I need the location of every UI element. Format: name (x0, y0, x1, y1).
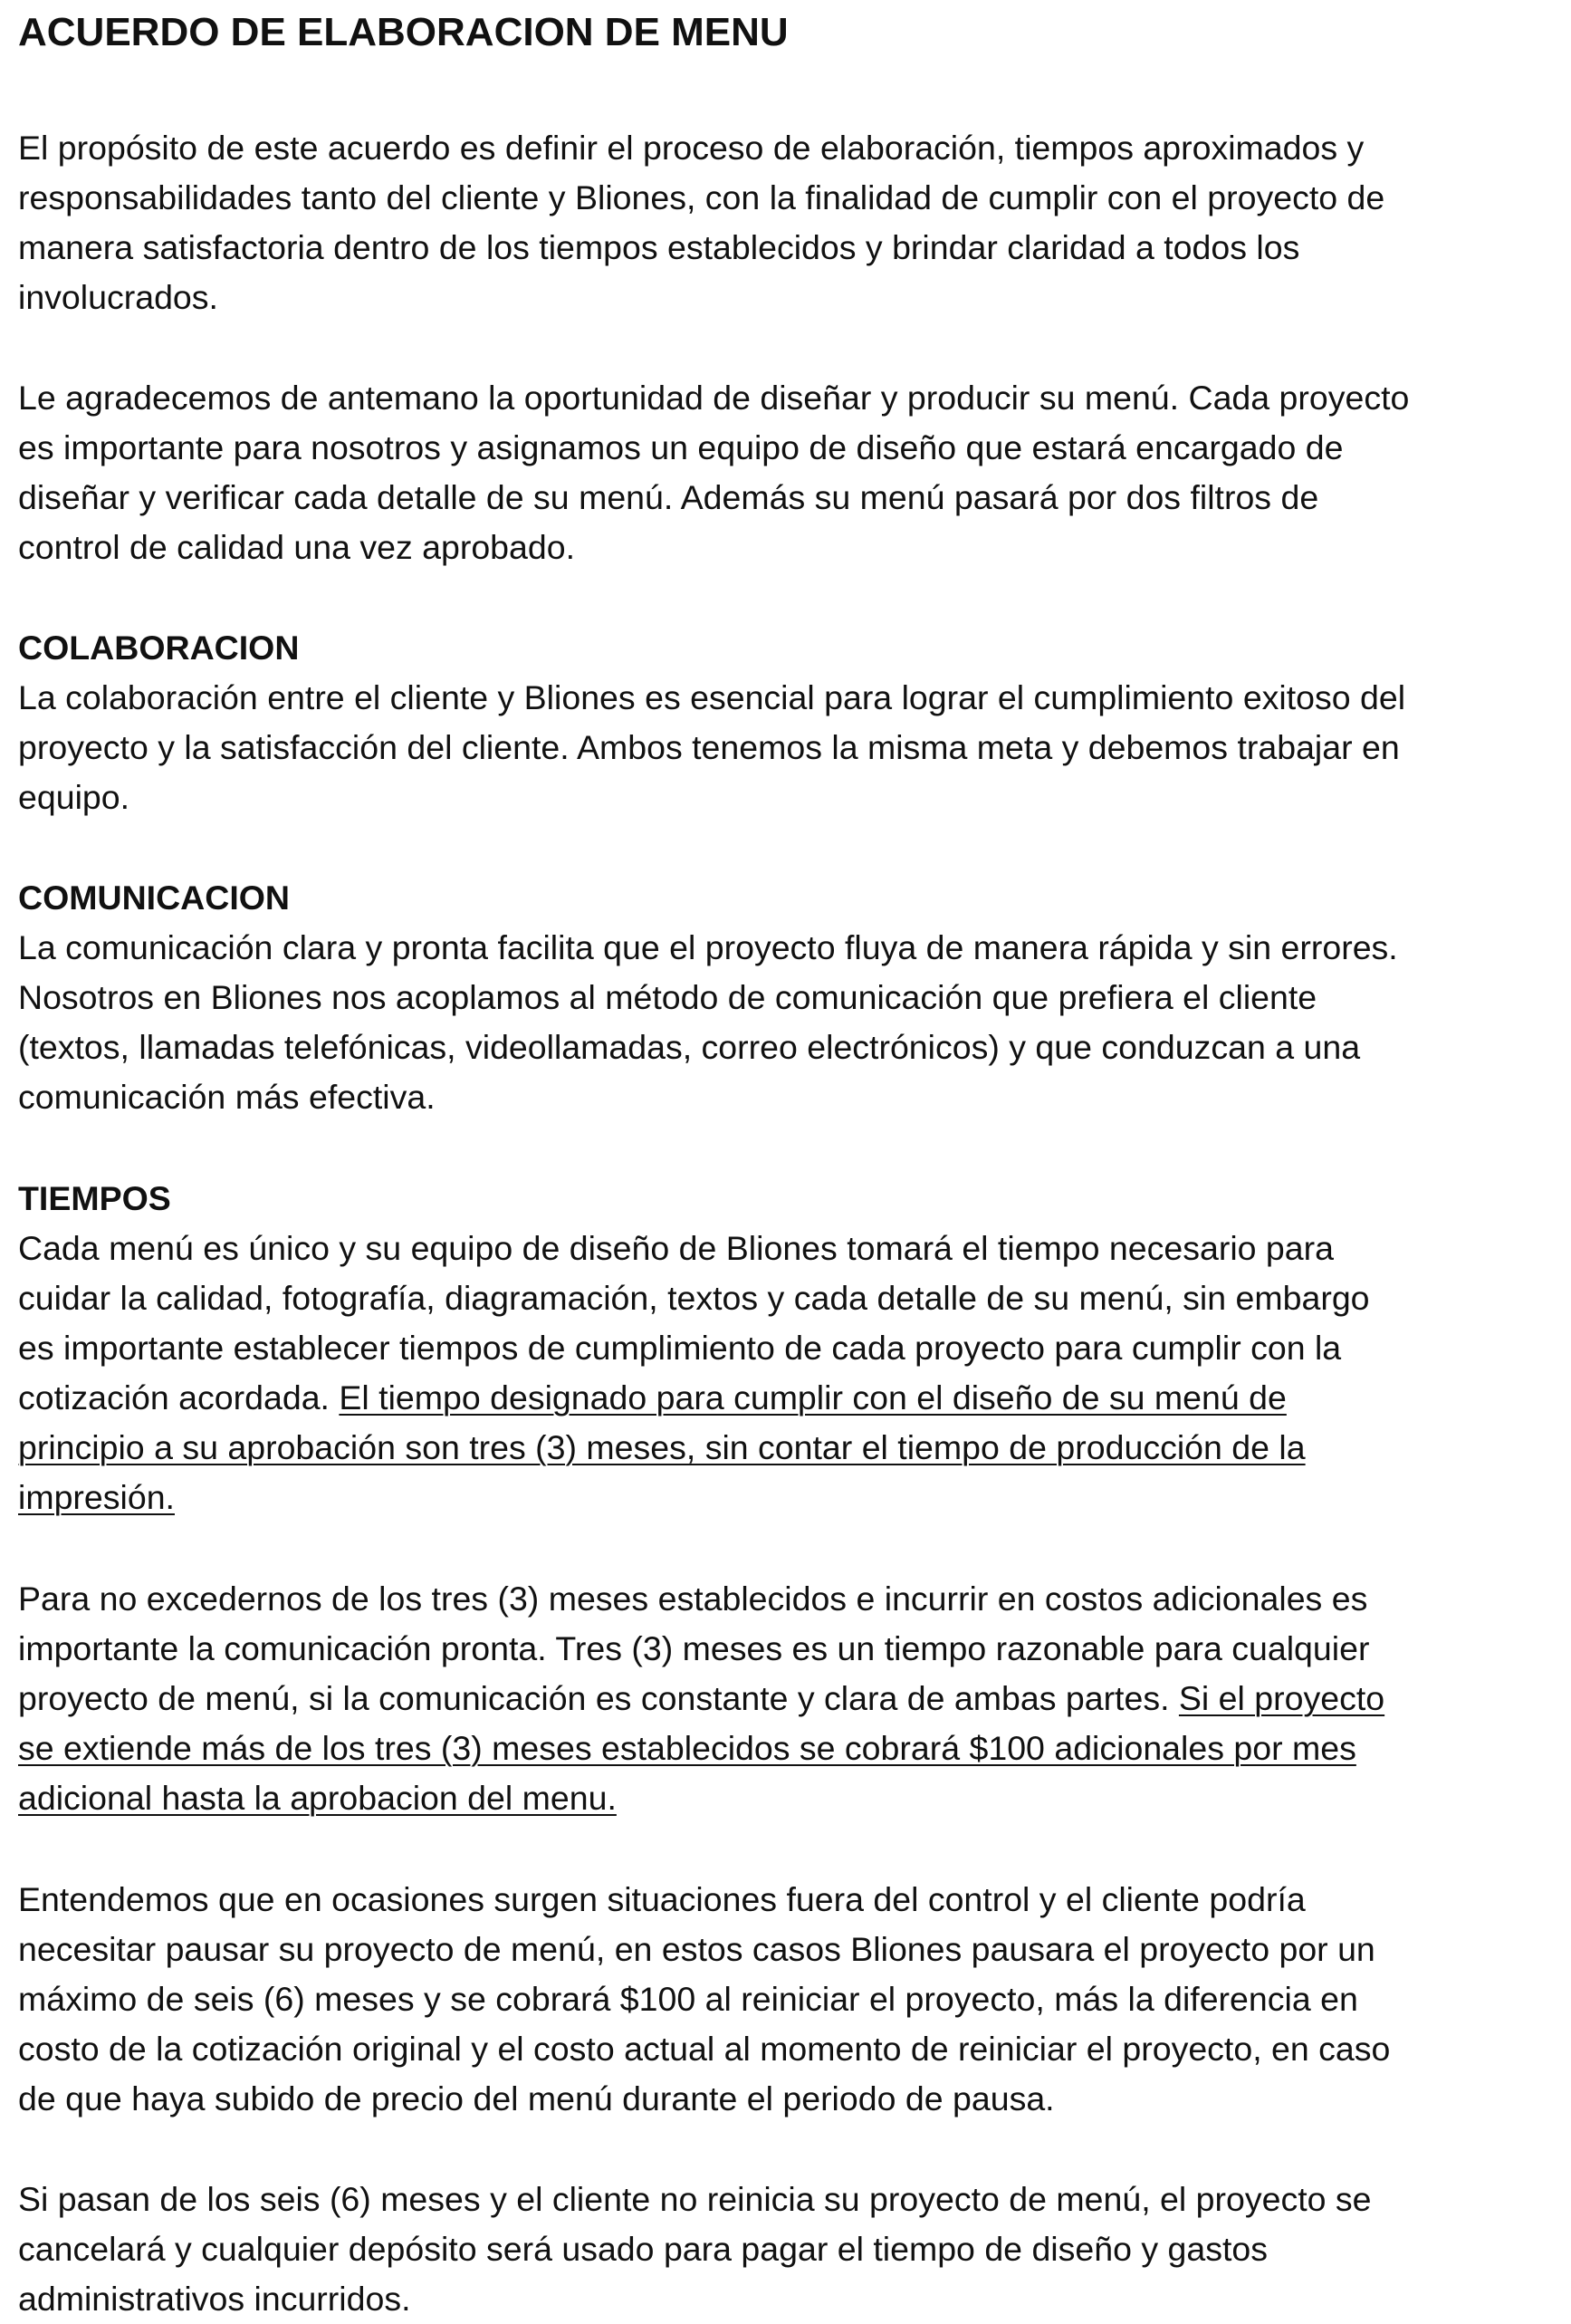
tiempos-section (18, 1174, 1370, 1522)
excess-underlined-text: Si el proyecto (1178, 1679, 1385, 1717)
excess-line (18, 1773, 1384, 1823)
comunicacion-line: (textos, llamadas telefónicas, videollamadas, correo electrónicos) y que conduzcan a una (18, 1028, 1361, 1066)
tiempos-heading: TIEMPOS (18, 1179, 171, 1217)
tiempos-line (18, 1423, 1370, 1473)
intro-paragraph (18, 123, 1384, 322)
pause-line: de que haya subido de precio del menú durante el periodo de pausa. (18, 2079, 1055, 2118)
gratitude-line: Le agradecemos de antemano la oportunidad de diseñar y producir su menú. Cada proyecto (18, 379, 1410, 417)
tiempos-underlined-text: El tiempo designado para cumplir con el diseño de su menú de (339, 1378, 1287, 1416)
gratitude-line: es importante para nosotros y asignamos un equipo de diseño que estará encargado de (18, 428, 1344, 466)
intro-line: manera satisfactoria dentro de los tiempos establecidos y brindar claridad a todos los (18, 228, 1300, 266)
gratitude-paragraph (18, 373, 1409, 572)
pause-line: Entendemos que en ocasiones surgen situaciones fuera del control y el cliente podría (18, 1880, 1306, 1918)
excess-paragraph (18, 1574, 1384, 1823)
colaboracion-heading: COLABORACION (18, 629, 300, 667)
excess-line: importante la comunicación pronta. Tres (3) meses es un tiempo razonable para cualquier (18, 1629, 1370, 1667)
tiempos-underlined-text: impresión. (18, 1478, 175, 1516)
tiempos-line: Cada menú es único y su equipo de diseño de Bliones tomará el tiempo necesario para (18, 1229, 1334, 1267)
cancel-line: Si pasan de los seis (6) meses y el cliente no reinicia su proyecto de menú, el proyecto se (18, 2180, 1372, 2218)
cancel-paragraph (18, 2175, 1372, 2324)
tiempos-line: es importante establecer tiempos de cumplimiento de cada proyecto para cumplir con la (18, 1329, 1342, 1367)
comunicacion-section (18, 873, 1398, 1122)
comunicacion-line: comunicación más efectiva. (18, 1078, 436, 1116)
pause-line: costo de la cotización original y el costo actual al momento de reiniciar el proyecto, en caso (18, 2030, 1391, 2068)
intro-line: El propósito de este acuerdo es definir el proceso de elaboración, tiempos aproximados y (18, 129, 1365, 167)
cancel-line: cancelará y cualquier depósito será usado para pagar el tiempo de diseño y gastos (18, 2230, 1269, 2268)
comunicacion-line: La comunicación clara y pronta facilita que el proyecto fluya de manera rápida y sin errores. (18, 928, 1398, 966)
comunicacion-line: Nosotros en Bliones nos acoplamos al método de comunicación que prefiera el cliente (18, 978, 1317, 1016)
excess-plain-text: proyecto de menú, si la comunicación es constante y clara de ambas partes. (18, 1679, 1179, 1717)
excess-line (18, 1724, 1384, 1773)
colaboracion-section (18, 623, 1405, 822)
pause-line: necesitar pausar su proyecto de menú, en estos casos Bliones pausara el proyecto por un (18, 1930, 1375, 1968)
document-title: ACUERDO DE ELABORACION DE MENU (18, 10, 789, 54)
colaboracion-line: proyecto y la satisfacción del cliente. Ambos tenemos la misma meta y debemos trabajar en (18, 728, 1400, 766)
colaboracion-line: equipo. (18, 778, 130, 816)
pause-paragraph (18, 1875, 1390, 2124)
colaboracion-line: La colaboración entre el cliente y Bliones es esencial para lograr el cumplimiento exitoso del (18, 678, 1406, 716)
tiempos-plain-text: cotización acordada. (18, 1378, 340, 1416)
excess-underlined-text: se extiende más de los tres (3) meses establecidos se cobrará $100 adicionales por mes (18, 1729, 1356, 1767)
tiempos-line (18, 1373, 1370, 1423)
excess-line: Para no excedernos de los tres (3) meses establecidos e incurrir en costos adicionales es (18, 1580, 1368, 1618)
pause-line: máximo de seis (6) meses y se cobrará $100 al reiniciar el proyecto, más la diferencia en (18, 1980, 1358, 2018)
gratitude-line: diseñar y verificar cada detalle de su menú. Además su menú pasará por dos filtros de (18, 478, 1319, 516)
tiempos-line: cuidar la calidad, fotografía, diagramación, textos y cada detalle de su menú, sin embargo (18, 1279, 1370, 1317)
excess-underlined-text: adicional hasta la aprobacion del menu. (18, 1779, 617, 1817)
excess-line (18, 1674, 1384, 1724)
tiempos-underlined-text: principio a su aprobación son tres (3) meses, sin contar el tiempo de producción de la (18, 1428, 1306, 1466)
comunicacion-heading: COMUNICACION (18, 879, 290, 917)
cancel-line: administrativos incurridos. (18, 2280, 411, 2318)
tiempos-line (18, 1473, 1370, 1522)
gratitude-line: control de calidad una vez aprobado. (18, 528, 576, 566)
intro-line: involucrados. (18, 278, 218, 316)
intro-line: responsabilidades tanto del cliente y Bliones, con la finalidad de cumplir con el proyecto de (18, 178, 1385, 216)
